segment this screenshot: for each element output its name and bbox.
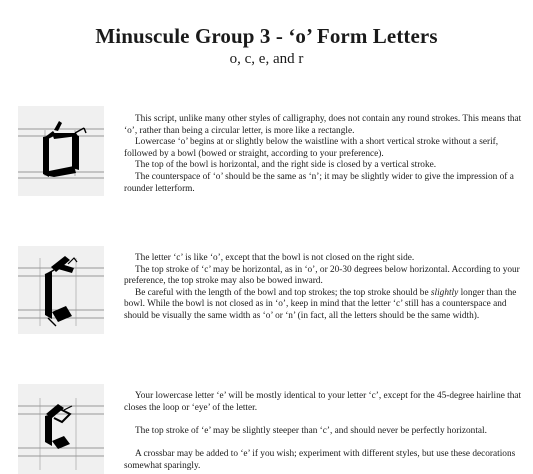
letter-c-description: [124, 253, 526, 323]
letter-e-paragraph: A crossbar may be added to ‘e’ if you wish; experiment with different styles, but use these decorations somewhat sparingly.: [124, 448, 516, 471]
letter-c-emphasis: slightly: [430, 287, 459, 298]
letter-o-illustration: [18, 106, 104, 196]
letter-c-text: longer than the bowl. While the bowl is not closed as in ‘o’, keep in mind that the letter ‘c’ still has a counterspace and should be visually the same width as ‘o’ or ‘n’ (in fact, all the letters should be the same width).: [124, 287, 517, 321]
letter-c-paragraph: The letter ‘c’ is like ‘o’, except that the bowl is not closed on the right side.: [135, 253, 415, 263]
letter-o-paragraph: The counterspace of ‘o’ should be the same as ‘n’; it may be slightly wider to give the impression of a rounder letterform.: [124, 171, 514, 194]
letter-e-illustration: [18, 384, 104, 474]
letter-o-paragraph: The top of the bowl is horizontal, and the right side is closed by a vertical stroke.: [135, 160, 437, 171]
page-title: Minuscule Group 3 - ‘o’ Form Letters: [95, 24, 438, 48]
page-subtitle: o, c, e, and r: [229, 51, 304, 67]
letter-c-paragraph: [124, 288, 526, 323]
letter-c-paragraph: The top stroke of ‘c’ may be horizontal, as in ‘o’, or 20-30 degrees below horizontal. According to your preference, the top stroke may also be bowed inward.: [124, 264, 520, 287]
letter-o-paragraph: Lowercase ‘o’ begins at or slightly below the waistline with a short vertical stroke without a serif, followed by a bowl (bowed or straight, according to your preference).: [124, 137, 499, 159]
letter-c-text: Be careful with the length of the bowl and top strokes; the top stroke should be: [135, 287, 431, 298]
letter-e-description: [124, 391, 526, 472]
letter-o-paragraph: This script, unlike many other styles of calligraphy, does not contain any round strokes. This means that ‘o’, rather than being a circular letter, is more like a rectangle.: [124, 114, 522, 136]
letter-e-paragraph: Your lowercase letter ‘e’ will be mostly identical to your letter ‘c’, except for the 45-degree hairline that closes the loop or ‘eye’ of the letter.: [124, 391, 522, 413]
letter-c-illustration: [18, 246, 104, 334]
letter-e-paragraph: The top stroke of ‘e’ may be slightly steeper than ‘c’, and should never be perfectly horizontal.: [135, 425, 487, 436]
letter-o-description: [124, 114, 526, 195]
